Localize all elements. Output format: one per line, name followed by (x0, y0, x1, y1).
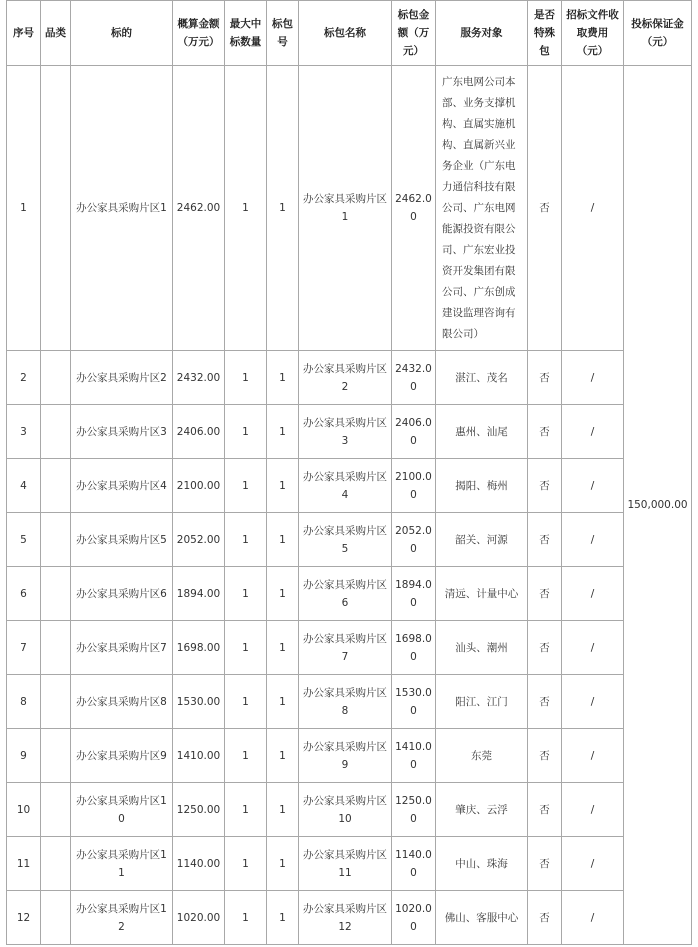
cell-max-wins: 1 (225, 351, 267, 405)
cell-special: 否 (528, 783, 562, 837)
table-row (7, 405, 692, 459)
cell-budget: 1140.00 (173, 837, 225, 891)
cell-fee: / (562, 405, 624, 459)
cell-seq: 1 (7, 66, 41, 351)
cell-category (41, 729, 71, 783)
cell-category (41, 405, 71, 459)
cell-service-target: 肇庆、云浮 (436, 783, 528, 837)
cell-package-no: 1 (267, 405, 299, 459)
cell-package-amount: 1250.00 (392, 783, 436, 837)
cell-package-name: 办公家具采购片区7 (299, 621, 392, 675)
cell-package-amount: 1530.00 (392, 675, 436, 729)
cell-deposit: 150,000.00 (624, 66, 692, 945)
cell-package-no: 1 (267, 675, 299, 729)
cell-subject: 办公家具采购片区9 (71, 729, 173, 783)
cell-seq: 9 (7, 729, 41, 783)
cell-package-no: 1 (267, 66, 299, 351)
table-row (7, 837, 692, 891)
cell-category (41, 513, 71, 567)
cell-max-wins: 1 (225, 567, 267, 621)
cell-max-wins: 1 (225, 405, 267, 459)
cell-budget: 1410.00 (173, 729, 225, 783)
cell-special: 否 (528, 729, 562, 783)
cell-package-amount: 1410.00 (392, 729, 436, 783)
header-deposit: 投标保证金（元） (624, 1, 692, 66)
cell-service-target: 中山、珠海 (436, 837, 528, 891)
header-package-no: 标包号 (267, 1, 299, 66)
cell-max-wins: 1 (225, 675, 267, 729)
cell-budget: 2052.00 (173, 513, 225, 567)
cell-subject: 办公家具采购片区8 (71, 675, 173, 729)
cell-special: 否 (528, 351, 562, 405)
cell-budget: 1530.00 (173, 675, 225, 729)
header-service-target: 服务对象 (436, 1, 528, 66)
cell-fee: / (562, 459, 624, 513)
header-fee: 招标文件收取费用（元） (562, 1, 624, 66)
cell-package-no: 1 (267, 783, 299, 837)
cell-package-no: 1 (267, 891, 299, 945)
cell-service-target: 汕头、潮州 (436, 621, 528, 675)
cell-fee: / (562, 837, 624, 891)
cell-service-target: 惠州、汕尾 (436, 405, 528, 459)
cell-package-name: 办公家具采购片区3 (299, 405, 392, 459)
cell-budget: 2462.00 (173, 66, 225, 351)
cell-seq: 3 (7, 405, 41, 459)
cell-max-wins: 1 (225, 837, 267, 891)
cell-category (41, 837, 71, 891)
table-row (7, 783, 692, 837)
cell-budget: 1698.00 (173, 621, 225, 675)
cell-package-amount: 2462.00 (392, 66, 436, 351)
cell-service-target: 东莞 (436, 729, 528, 783)
header-package-name: 标包名称 (299, 1, 392, 66)
cell-package-name: 办公家具采购片区10 (299, 783, 392, 837)
cell-subject: 办公家具采购片区11 (71, 837, 173, 891)
cell-special: 否 (528, 405, 562, 459)
cell-seq: 11 (7, 837, 41, 891)
cell-seq: 12 (7, 891, 41, 945)
cell-package-name: 办公家具采购片区4 (299, 459, 392, 513)
cell-package-name: 办公家具采购片区6 (299, 567, 392, 621)
cell-max-wins: 1 (225, 729, 267, 783)
bid-package-table (6, 0, 692, 945)
cell-special: 否 (528, 513, 562, 567)
cell-max-wins: 1 (225, 66, 267, 351)
cell-subject: 办公家具采购片区1 (71, 66, 173, 351)
cell-package-name: 办公家具采购片区5 (299, 513, 392, 567)
cell-category (41, 621, 71, 675)
cell-service-target: 清远、计量中心 (436, 567, 528, 621)
cell-package-no: 1 (267, 567, 299, 621)
cell-service-target: 揭阳、梅州 (436, 459, 528, 513)
cell-service-target: 阳江、江门 (436, 675, 528, 729)
cell-max-wins: 1 (225, 891, 267, 945)
cell-max-wins: 1 (225, 783, 267, 837)
cell-package-no: 1 (267, 621, 299, 675)
cell-budget: 2100.00 (173, 459, 225, 513)
cell-category (41, 66, 71, 351)
cell-subject: 办公家具采购片区5 (71, 513, 173, 567)
cell-subject: 办公家具采购片区10 (71, 783, 173, 837)
cell-seq: 7 (7, 621, 41, 675)
cell-seq: 5 (7, 513, 41, 567)
header-max-wins: 最大中标数量 (225, 1, 267, 66)
cell-budget: 2432.00 (173, 351, 225, 405)
cell-seq: 2 (7, 351, 41, 405)
cell-special: 否 (528, 891, 562, 945)
cell-budget: 1894.00 (173, 567, 225, 621)
table-row (7, 891, 692, 945)
cell-fee: / (562, 675, 624, 729)
header-subject: 标的 (71, 1, 173, 66)
cell-package-name: 办公家具采购片区1 (299, 66, 392, 351)
table-row (7, 729, 692, 783)
cell-special: 否 (528, 459, 562, 513)
cell-special: 否 (528, 66, 562, 351)
cell-special: 否 (528, 567, 562, 621)
cell-package-name: 办公家具采购片区12 (299, 891, 392, 945)
cell-category (41, 351, 71, 405)
cell-package-no: 1 (267, 351, 299, 405)
cell-fee: / (562, 783, 624, 837)
cell-special: 否 (528, 621, 562, 675)
cell-package-amount: 2432.00 (392, 351, 436, 405)
cell-max-wins: 1 (225, 459, 267, 513)
header-package-amount: 标包金额（万元） (392, 1, 436, 66)
cell-subject: 办公家具采购片区7 (71, 621, 173, 675)
table-row (7, 459, 692, 513)
cell-service-target: 湛江、茂名 (436, 351, 528, 405)
cell-fee: / (562, 567, 624, 621)
cell-subject: 办公家具采购片区4 (71, 459, 173, 513)
cell-fee: / (562, 66, 624, 351)
cell-fee: / (562, 891, 624, 945)
cell-budget: 1020.00 (173, 891, 225, 945)
cell-package-no: 1 (267, 837, 299, 891)
cell-package-amount: 1020.00 (392, 891, 436, 945)
cell-budget: 2406.00 (173, 405, 225, 459)
table-row (7, 567, 692, 621)
cell-special: 否 (528, 837, 562, 891)
cell-package-amount: 1698.00 (392, 621, 436, 675)
header-category: 品类 (41, 1, 71, 66)
cell-package-amount: 1140.00 (392, 837, 436, 891)
cell-fee: / (562, 351, 624, 405)
cell-fee: / (562, 513, 624, 567)
cell-category (41, 567, 71, 621)
cell-service-target: 广东电网公司本部、业务支撑机构、直属实施机构、直属新兴业务企业（广东电力通信科技有限公司、广东电网能源投资有限公司、广东宏业投资开发集团有限公司、广东创成建设监理咨询有限公司） (436, 66, 528, 351)
cell-subject: 办公家具采购片区12 (71, 891, 173, 945)
cell-subject: 办公家具采购片区2 (71, 351, 173, 405)
header-budget: 概算金额（万元） (173, 1, 225, 66)
cell-special: 否 (528, 675, 562, 729)
cell-seq: 6 (7, 567, 41, 621)
table-row (7, 621, 692, 675)
cell-fee: / (562, 729, 624, 783)
cell-package-no: 1 (267, 513, 299, 567)
cell-service-target: 韶关、河源 (436, 513, 528, 567)
cell-subject: 办公家具采购片区3 (71, 405, 173, 459)
header-seq: 序号 (7, 1, 41, 66)
table-row (7, 351, 692, 405)
cell-budget: 1250.00 (173, 783, 225, 837)
cell-package-name: 办公家具采购片区2 (299, 351, 392, 405)
cell-package-no: 1 (267, 459, 299, 513)
table-row (7, 513, 692, 567)
table-header-row (7, 1, 692, 66)
header-special: 是否特殊包 (528, 1, 562, 66)
table-row (7, 675, 692, 729)
cell-package-name: 办公家具采购片区11 (299, 837, 392, 891)
cell-package-amount: 2100.00 (392, 459, 436, 513)
cell-package-name: 办公家具采购片区9 (299, 729, 392, 783)
cell-max-wins: 1 (225, 621, 267, 675)
cell-fee: / (562, 621, 624, 675)
cell-category (41, 891, 71, 945)
cell-package-amount: 1894.00 (392, 567, 436, 621)
cell-package-no: 1 (267, 729, 299, 783)
cell-package-name: 办公家具采购片区8 (299, 675, 392, 729)
cell-subject: 办公家具采购片区6 (71, 567, 173, 621)
cell-seq: 4 (7, 459, 41, 513)
cell-package-amount: 2052.00 (392, 513, 436, 567)
cell-seq: 10 (7, 783, 41, 837)
cell-category (41, 459, 71, 513)
cell-package-amount: 2406.00 (392, 405, 436, 459)
table-row (7, 66, 692, 351)
cell-category (41, 783, 71, 837)
cell-category (41, 675, 71, 729)
cell-seq: 8 (7, 675, 41, 729)
cell-service-target: 佛山、客服中心 (436, 891, 528, 945)
cell-max-wins: 1 (225, 513, 267, 567)
